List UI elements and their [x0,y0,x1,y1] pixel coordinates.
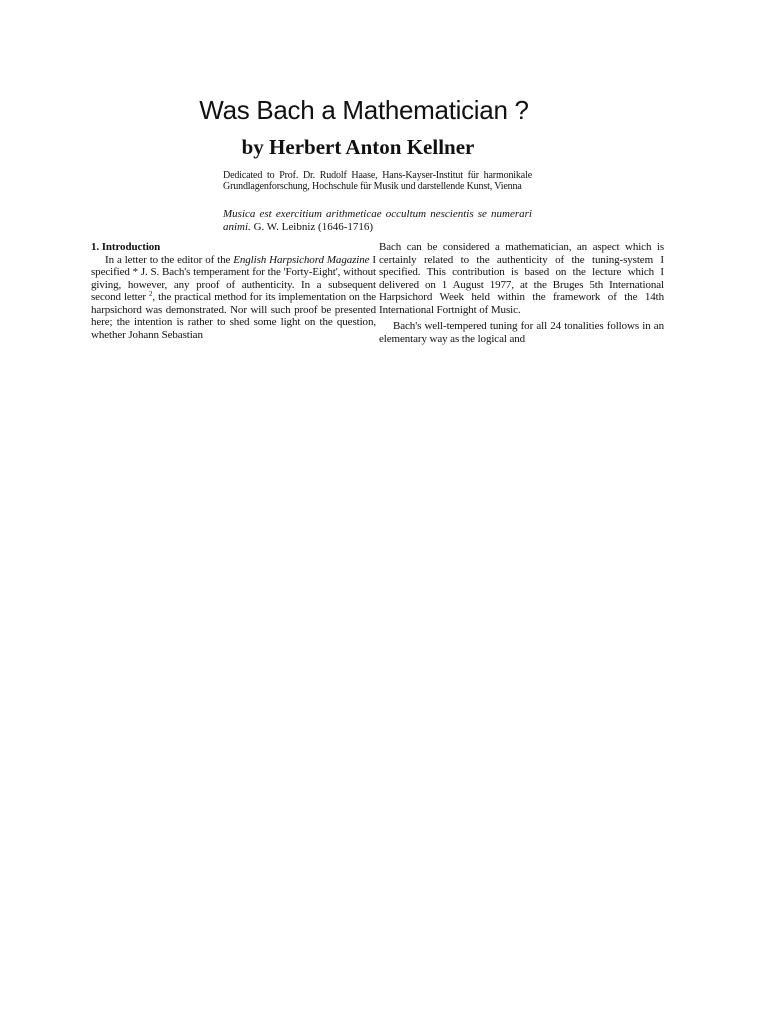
epigraph [223,208,532,234]
epigraph-quote: Musica est exercitium arithmeticae occultum nescientis se numerari animi. [223,208,532,233]
intro-paragraph [91,254,376,342]
dedication-text: Dedicated to Prof. Dr. Rudolf Haase, Hans-Kayser-Institut für harmonikale Grundlagenforschung, Hochschule für Musik und darstellende Kunst, Vienna [223,170,532,192]
section-heading: 1. Introduction [91,241,161,253]
footnote-marker: 2 [149,290,153,298]
epigraph-attribution: G. W. Leibniz (1646-1716) [250,221,374,233]
tuning-paragraph: Bach's well-tempered tuning for all 24 tonalities follows in an elementary way as the logical and [379,320,664,345]
left-column [91,241,376,341]
intro-text-b: I specified * J. S. Bach's temperament for the 'Forty-Eight', without giving, however, any proof of authenticity. In a subsequent second letter [91,253,376,303]
continued-paragraph: Bach can be considered a mathematician, an aspect which is certainly related to the authenticity of the tuning-system I specified. This contribution is based on the lecture which I delivered on 1 August 1977, at the Bruges 5th International Harpsichord Week held within the framework of the 14th International Fortnight of Music. [379,241,664,316]
intro-text-a: In a letter to the editor of the [105,253,234,266]
document-title: Was Bach a Mathematician ? [199,95,529,125]
author-line: by Herbert Anton Kellner [241,135,475,159]
intro-text-c: , the practical method for its implementation on the harpsichord was demonstrated. Nor will such proof be presented here; the intention is rather to shed some light on the question, whether Johann Sebastian [91,291,377,341]
magazine-title: English Harpsichord Magazine [233,253,370,266]
right-column [379,241,664,345]
